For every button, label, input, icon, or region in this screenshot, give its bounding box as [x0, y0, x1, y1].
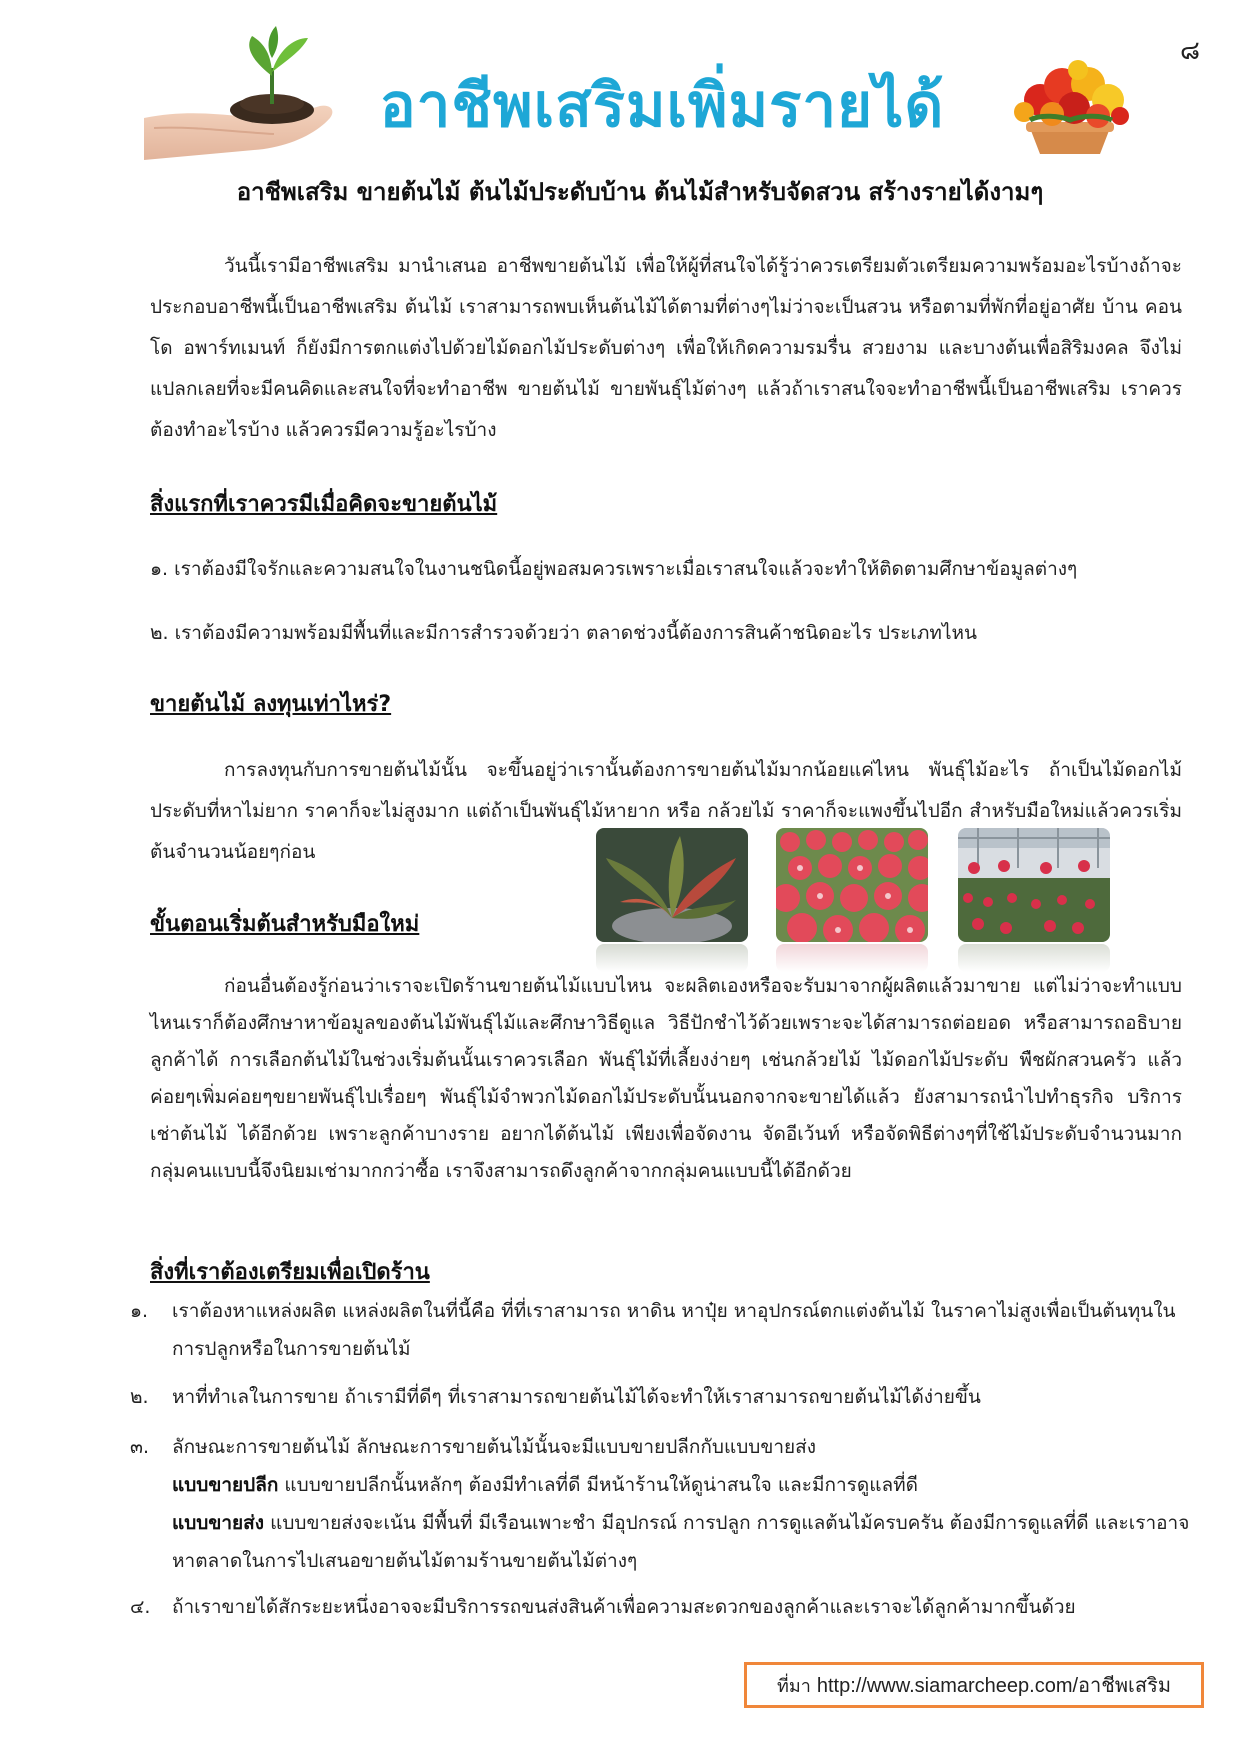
retail-label: แบบขายปลีก: [172, 1474, 279, 1496]
section-heading-first-things: สิ่งแรกที่เราควรมีเมื่อคิดจะขายต้นไม้: [150, 492, 498, 517]
list-number: ๓.: [130, 1436, 150, 1458]
section-heading-investment: ขายต้นไม้ ลงทุนเท่าไหร่?: [150, 692, 392, 717]
section-heading-shop-preparation: สิ่งที่เราต้องเตรียมเพื่อเปิดร้าน: [150, 1260, 430, 1285]
source-label: ที่มา: [776, 1675, 811, 1697]
list-item: [130, 1292, 1190, 1368]
banner-title: อาชีพเสริมเพิ่มรายได้: [379, 71, 945, 141]
list-number: ๔.: [130, 1596, 151, 1618]
retail-text: แบบขายปลีกนั้นหลักๆ ต้องมีทำเลที่ดี มีหน้าร้านให้ดูน่าสนใจ และมีการดูแลที่ดี: [278, 1474, 918, 1496]
aglaonema-plant-photo: [596, 828, 748, 942]
wholesale-line: [172, 1504, 1190, 1580]
list-number: ๒.: [130, 1386, 149, 1408]
list-item: [130, 1588, 1190, 1626]
list-text: เราต้องหาแหล่งผลิต แหล่งผลิตในที่นี้คือ ที่ที่เราสามารถ หาดิน หาปุ๋ย หาอุปกรณ์ตกแต่งต้นไม้ ในราคาไม่สูงเพื่อเป็นต้นทุนในการปลูกหรือในการขายต้นไม้: [172, 1300, 1176, 1360]
section-heading-beginner-steps: ขั้นตอนเริ่มต้นสำหรับมือใหม่: [150, 912, 420, 937]
retail-line: [172, 1466, 1190, 1504]
wholesale-label: แบบขายส่ง: [172, 1512, 265, 1534]
flower-pot-image: [1000, 50, 1140, 158]
list-text: ถ้าเราขายได้สักระยะหนึ่งอาจจะมีบริการรถขนส่งสินค้าเพื่อความสะดวกของลูกค้าและเราจะได้ลูกค้ามากขึ้นด้วย: [172, 1596, 1076, 1618]
article-subtitle: อาชีพเสริม ขายต้นไม้ ต้นไม้ประดับบ้าน ต้นไม้สำหรับจัดสวน สร้างรายได้งามๆ: [236, 178, 1044, 206]
poinsettia-field-photo: [776, 828, 928, 942]
list-item: ๒. เราต้องมีความพร้อมมีพื้นที่และมีการสำรวจด้วยว่า ตลาดช่วงนี้ต้องการสินค้าชนิดอะไร ประเภทไหน: [150, 622, 978, 644]
list-text: ลักษณะการขายต้นไม้ ลักษณะการขายต้นไม้นั้นจะมีแบบขายปลีกกับแบบขายส่ง: [172, 1436, 816, 1458]
list-item: ๑. เราต้องมีใจรักและความสนใจในงานชนิดนี้อยู่พอสมควรเพราะเมื่อเราสนใจแล้วจะทำให้ติดตามศึกษาข้อมูลต่างๆ: [150, 558, 1078, 580]
list-item: [130, 1378, 1190, 1416]
page-number: ๘: [1179, 36, 1200, 66]
wholesale-text: แบบขายส่งจะเน้น มีพื้นที่ มีเรือนเพาะชำ มีอุปกรณ์ การปลูก การดูแลต้นไม้ครบครัน ต้องมีการดูแลที่ดี และเราอาจหาตลาดในการไปเสนอขายต้นไม้ตามร้านขายต้นไม้ต่างๆ: [172, 1512, 1190, 1572]
intro-paragraph: วันนี้เรามีอาชีพเสริม มานำเสนอ อาชีพขายต้นไม้ เพื่อให้ผู้ที่สนใจได้รู้ว่าควรเตรียมตัวเตรียมความพร้อมอะไรบ้างถ้าจะประกอบอาชีพนี้เป็นอาชีพเสริม ต้นไม้ เราสามารถพบเห็นต้นไม้ได้ตามที่ต่างๆไม่ว่าจะเป็นสวน หรือตามที่พักที่อยู่อาศัย บ้าน คอนโด อพาร์ทเมนท์ ก็ยังมีการตกแต่งไปด้วยไม้ดอกไม้ประดับต่างๆ เพื่อให้เกิดความรมรื่น สวยงาม และบางต้นเพื่อสิริมงคล จึงไม่แปลกเลยที่จะมีคนคิดและสนใจที่จะทำอาชีพ ขายต้นไม้ ขายพันธุ์ไม้ต่างๆ แล้วถ้าเราสนใจจะทำอาชีพนี้เป็นอาชีพเสริม เราควรต้องทำอะไรบ้าง แล้วควรมีความรู้อะไรบ้าง: [150, 255, 1182, 441]
hands-seedling-image: [144, 18, 338, 160]
list-number: ๑.: [130, 1300, 149, 1322]
beginner-steps-paragraph: ก่อนอื่นต้องรู้ก่อนว่าเราจะเปิดร้านขายต้นไม้แบบไหน จะผลิตเองหรือจะรับมาจากผู้ผลิตแล้วมาขาย แต่ไม่ว่าจะทำแบบไหนเราก็ต้องศึกษาหาข้อมูลของต้นไม้พันธุ์ไม้และศึกษาวิธีดูแล วิธีปักชำไว้ด้วยเพราะจะได้สามารถต่อยอด หรือสามารถอธิบายลูกค้าได้ การเลือกต้นไม้ในช่วงเริ่มต้นนั้นเราควรเลือก พันธุ์ไม้ที่เลี้ยงง่ายๆ เช่นกล้วยไม้ ไม้ดอกไม้ประดับ พืชผักสวนครัว แล้วค่อยๆเพิ่มค่อยๆขยายพันธุ์ไปเรื่อยๆ พันธุ์ไม้จำพวกไม้ดอกไม้ประดับนั้นนอกจากจะขายได้แล้ว ยังสามารถนำไปทำธุรกิจ บริการเช่าต้นไม้ ได้อีกด้วย เพราะลูกค้าบางราย อยากได้ต้นไม้ เพียงเพื่อจัดงาน จัดอีเว้นท์ หรือจัดพิธีต่างๆที่ใช้ไม้ประดับจำนวนมาก กลุ่มคนแบบนี้จึงนิยมเช่ามากกว่าซื้อ เราจึงสามารถดึงลูกค้าจากกลุ่มคนแบบนี้ได้อีกด้วย: [150, 975, 1182, 1182]
investment-paragraph: การลงทุนกับการขายต้นไม้นั้น จะขึ้นอยู่ว่าเรานั้นต้องการขายต้นไม้มากน้อยแค่ไหน พันธุ์ไม้อะไร ถ้าเป็นไม้ดอกไม้ประดับที่หาไม่ยาก ราคาก็จะไม่สูงมาก แต่ถ้าเป็นพันธุ์ไม้หายาก หรือ กล้วยไม้ ราคาก็จะแพงขึ้นไปอีก สำหรับมือใหม่แล้วควรเริ่มต้นจำนวนน้อยๆก่อน: [150, 759, 1182, 863]
list-item: [130, 1428, 1190, 1580]
list-text: หาที่ทำเลในการขาย ถ้าเรามีที่ดีๆ ที่เราสามารถขายต้นไม้ได้จะทำให้เราสามารถขายต้นไม้ได้ง่ายขึ้น: [172, 1386, 981, 1408]
source-url-link[interactable]: http://www.siamarcheep.com/อาชีพเสริม: [816, 1675, 1172, 1697]
greenhouse-photo: [958, 828, 1110, 942]
source-citation: [744, 1662, 1204, 1708]
